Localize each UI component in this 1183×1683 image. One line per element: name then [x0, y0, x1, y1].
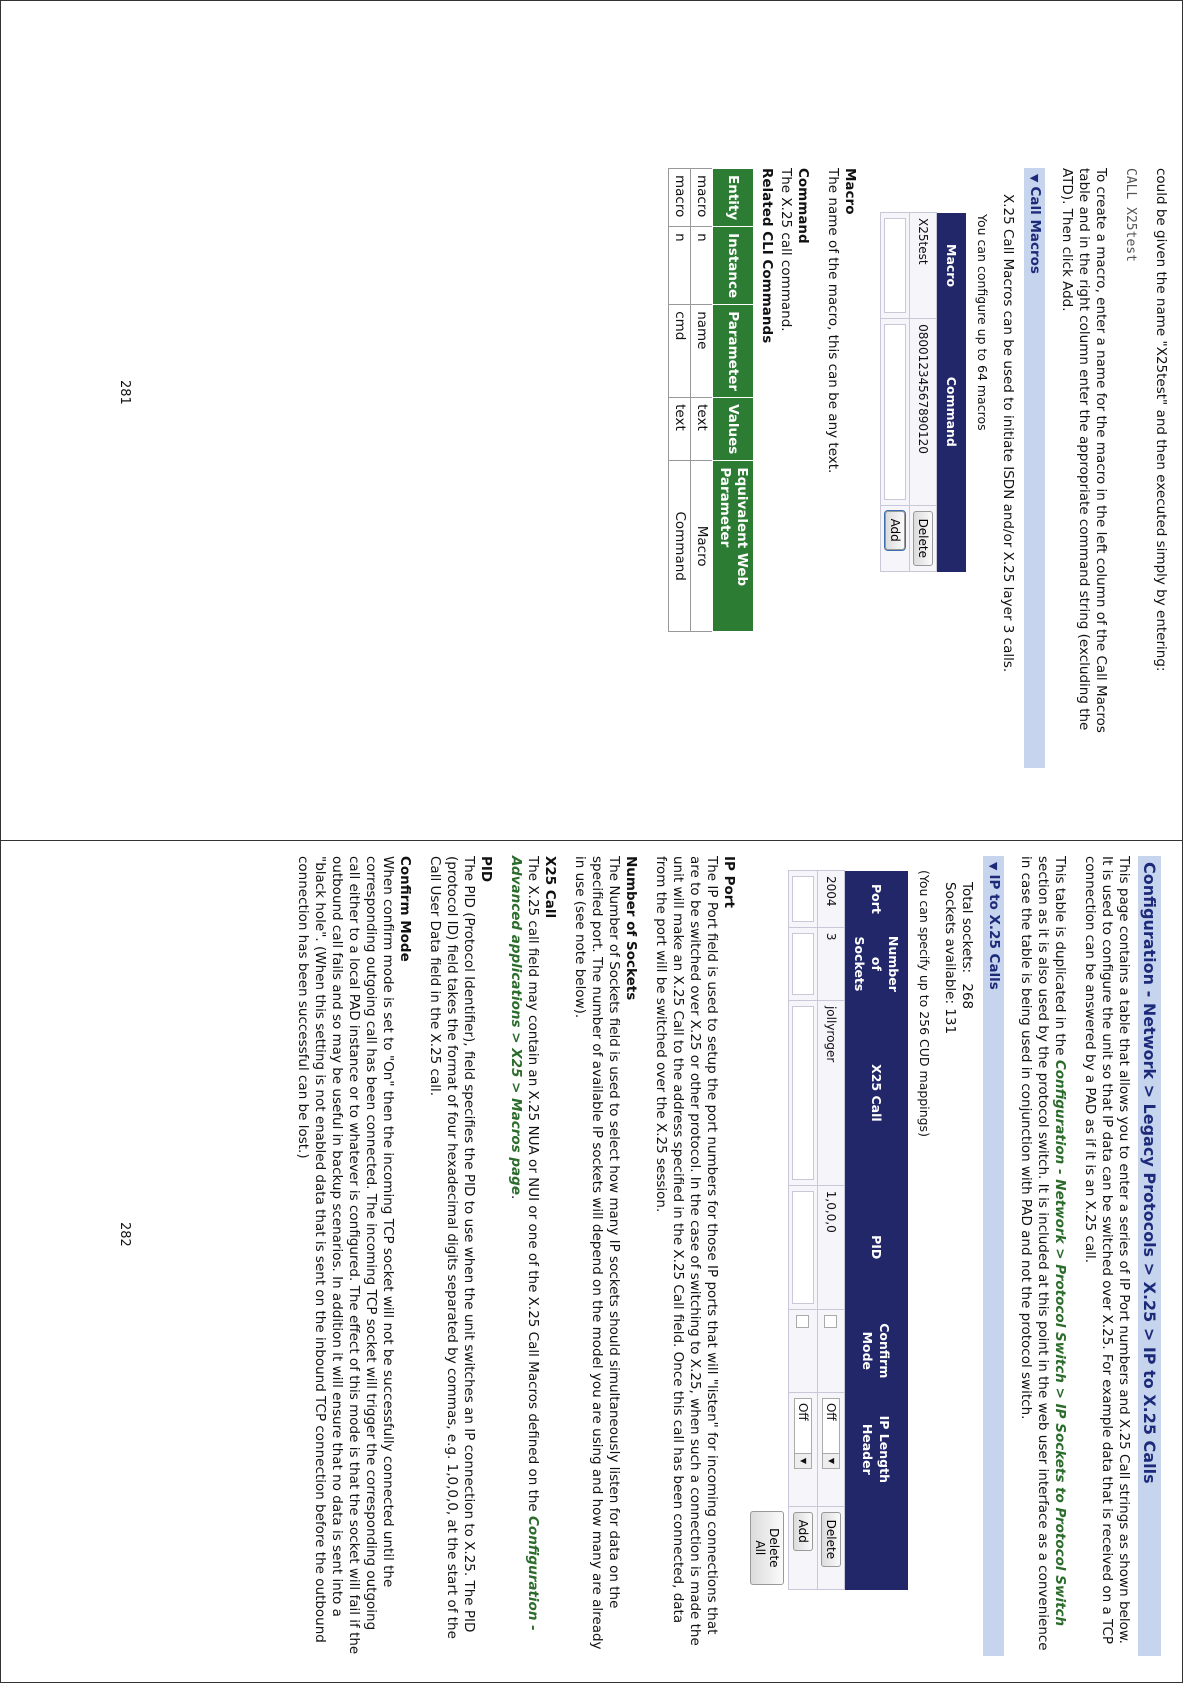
text-span: section as it is also used by the protocol switch. It is included at this point in the web user interface as a convenience in case the table is being used in conjunction with PAD and not the protocol switch.: [1018, 856, 1051, 1651]
cli-cell: Macro: [691, 461, 713, 632]
term-pid: PID: [478, 856, 494, 883]
sockets-cell[interactable]: 3: [818, 927, 845, 1000]
term-x25-call: X25 Call: [542, 856, 558, 919]
code-sample: CALL X25test: [1123, 168, 1138, 262]
column-header-ip-length-header: IP Length Header: [845, 1392, 909, 1506]
column-header-command: Command: [937, 319, 967, 505]
column-header-port: Port: [845, 871, 909, 928]
collapse-triangle-icon: ▼: [1028, 174, 1041, 183]
intro-text: could be given the name "X25test" and then executed simply by entering:: [1153, 168, 1169, 672]
cli-header-entity: Entity: [713, 169, 754, 227]
table-row: [669, 169, 691, 632]
page-divider: [0, 840, 1183, 841]
new-x25call-input[interactable]: [792, 1006, 814, 1180]
cli-header-web-parameter: Equivalent Web Parameter: [713, 461, 754, 632]
select-value: Off: [796, 1402, 811, 1421]
text-span: .: [508, 1194, 524, 1200]
term-command: Command: [795, 168, 811, 244]
column-header-sockets: Number of Sockets: [845, 927, 909, 1000]
column-header-x25call: X25 Call: [845, 1000, 909, 1185]
cli-heading: Related CLI Commands: [759, 168, 775, 344]
term-pid-desc: The PID (Protocol Identifier), field specifies the PID to use when the unit switches an IP connection to X.25. The PID (protocol ID) field takes the format of four hexadecimal digits separated by commas, e.g. 1,0,0,0, at the start of the Call User Data field in the X.25 call.: [427, 856, 477, 1639]
ip-to-x25-section-header[interactable]: [983, 856, 1004, 1656]
text-span: This table is duplicated in the: [1052, 856, 1068, 1060]
chevron-down-icon: ▼: [795, 1453, 811, 1468]
chevron-down-icon: ▼: [823, 1453, 839, 1468]
delete-button[interactable]: Delete: [821, 1512, 841, 1567]
duplicate-note-paragraph: [1017, 856, 1068, 1656]
available-sockets-label: Sockets available:: [942, 882, 958, 1004]
new-row: [789, 871, 818, 1590]
delete-all-button[interactable]: Delete All: [750, 1511, 784, 1584]
text-span: The X.25 call field may contain an X.25 NUA or NUI or one of the X.25 Call Macros defined on the: [525, 856, 541, 1517]
cli-cell: cmd: [669, 305, 691, 398]
macros-page-link[interactable]: Configuration - Advanced applications > X25 > Macros page: [508, 856, 541, 1631]
socket-stats: [941, 882, 975, 1656]
new-pid-input[interactable]: [792, 1191, 814, 1304]
add-button[interactable]: Add: [885, 511, 905, 550]
instructions-text: To create a macro, enter a name for the macro in the left column of the Call Macros table and in the right column enter the appropriate command string (excluding the ATD). Then click Add.: [1059, 168, 1109, 733]
table-row: [818, 871, 845, 1590]
new-macro-input[interactable]: [884, 218, 906, 313]
section-title: IP to X.25 Calls: [986, 874, 1002, 990]
pid-cell[interactable]: 1,0,0,0: [818, 1185, 845, 1309]
cud-limit-hint: (You can specify up to 256 CUD mappings): [917, 870, 932, 1137]
term-command-desc: The X.25 call command.: [778, 168, 794, 332]
macro-cell[interactable]: X25test: [910, 213, 937, 319]
page-number: 282: [117, 1222, 132, 1247]
ip-length-header-select[interactable]: [822, 1398, 840, 1469]
new-port-input[interactable]: [792, 876, 814, 922]
term-ip-port-desc: The IP Port field is used to setup the port numbers for those IP ports that will "listen" for incoming connections that are to be switched over X.25 or other protocol. In the case of switching to X.25, when such a connection is made the unit will make an X.25 Call to the address specified in the X.25 Call field. Once this call has been connected, data from the port will be switched over the X.25 session.: [653, 856, 720, 1646]
collapse-triangle-icon: ▼: [987, 862, 1000, 871]
select-value: Off: [824, 1402, 839, 1421]
term-confirm-mode-desc: When confirm mode is set to "On" then the incoming TCP socket will not be successfully connected until the corresponding outgoing call has been connected. The incoming TCP socket will trigger the corresponding outgoing call either to a local PAD instance or to whatever is configured. The effect of this mode is that the socket will fail if the outbound call fails and so may be useful in backup scenarios. In addition it will ensure that no data is sent into a "black hole". (When this setting is not enabled data that is sent on the inbound TCP connection before the outbound connection has been successful can be lost.): [295, 856, 396, 1655]
ip-to-x25-table: [747, 870, 908, 1590]
available-sockets-value: 131: [942, 1008, 958, 1035]
confirm-mode-checkbox[interactable]: [825, 1315, 838, 1328]
cli-cell: macro: [691, 169, 713, 227]
term-macro: Macro: [842, 168, 858, 215]
cli-header-parameter: Parameter: [713, 305, 754, 398]
cli-header-values: Values: [713, 398, 754, 461]
cli-cell: text: [669, 398, 691, 461]
term-x25-call-desc: [507, 856, 541, 1656]
cli-cell: Command: [669, 461, 691, 632]
new-row: [881, 213, 910, 572]
term-number-of-sockets: Number of Sockets: [623, 856, 639, 1001]
new-confirm-mode-checkbox[interactable]: [797, 1315, 810, 1328]
page-282: [0, 842, 1183, 1672]
page-281: [0, 0, 1183, 830]
cli-cell: name: [691, 305, 713, 398]
intro-paragraph: This page contains a table that allows you to enter a series of IP Port numbers and X.25 Call strings as shown below. It is used to configure the unit so that IP data can be switched over X.25. For example data that is received on a TCP connection can be answered by a PAD as if it is an X.25 call.: [1082, 856, 1132, 1645]
cli-cell: macro: [669, 169, 691, 227]
term-confirm-mode: Confirm Mode: [397, 856, 413, 962]
page-number: 281: [117, 380, 132, 405]
column-header-macro: Macro: [937, 213, 967, 319]
cli-table: [668, 168, 754, 632]
cli-cell: text: [691, 398, 713, 461]
call-macros-section-header[interactable]: [1024, 168, 1045, 768]
table-row: [910, 213, 937, 572]
protocol-switch-link[interactable]: Configuration - Network > Protocol Switch > IP Sockets to Protocol Switch: [1052, 1059, 1068, 1627]
page-title: Configuration - Network > Legacy Protocols > X.25 > IP to X.25 Calls: [1138, 856, 1161, 1656]
total-sockets-label: Total sockets:: [959, 882, 975, 974]
new-ip-length-header-select[interactable]: [794, 1398, 812, 1469]
new-command-input[interactable]: [884, 324, 906, 499]
section-description: X.25 Call Macros can be used to initiate ISDN and/or X.25 layer 3 calls.: [1000, 194, 1016, 673]
column-header-pid: PID: [845, 1185, 909, 1309]
term-number-of-sockets-desc: The Number of Sockets field is used to select how many IP sockets should simultaneously listen for data on the specified port. The number of available IP sockets will depend on the model you are using and how many are already in use (see note below).: [572, 856, 622, 1650]
term-ip-port: IP Port: [721, 856, 737, 908]
command-cell[interactable]: 08001234567890120: [910, 319, 937, 505]
macro-limit-hint: You can configure up to 64 macros: [975, 214, 990, 431]
cli-header-instance: Instance: [713, 227, 754, 305]
term-macro-desc: The name of the macro, this can be any text.: [825, 168, 841, 474]
call-macros-table: [880, 212, 966, 572]
add-button[interactable]: Add: [793, 1512, 813, 1551]
x25call-cell[interactable]: jollyroger: [818, 1000, 845, 1185]
total-sockets-value: 268: [959, 983, 975, 1010]
column-header-confirm-mode: Confirm Mode: [845, 1309, 909, 1392]
port-cell[interactable]: 2004: [818, 871, 845, 928]
table-row: [691, 169, 713, 632]
section-title: Call Macros: [1027, 186, 1043, 274]
new-sockets-input[interactable]: [792, 933, 814, 995]
delete-button[interactable]: Delete: [913, 511, 933, 566]
cli-cell: n: [669, 227, 691, 305]
cli-cell: n: [691, 227, 713, 305]
